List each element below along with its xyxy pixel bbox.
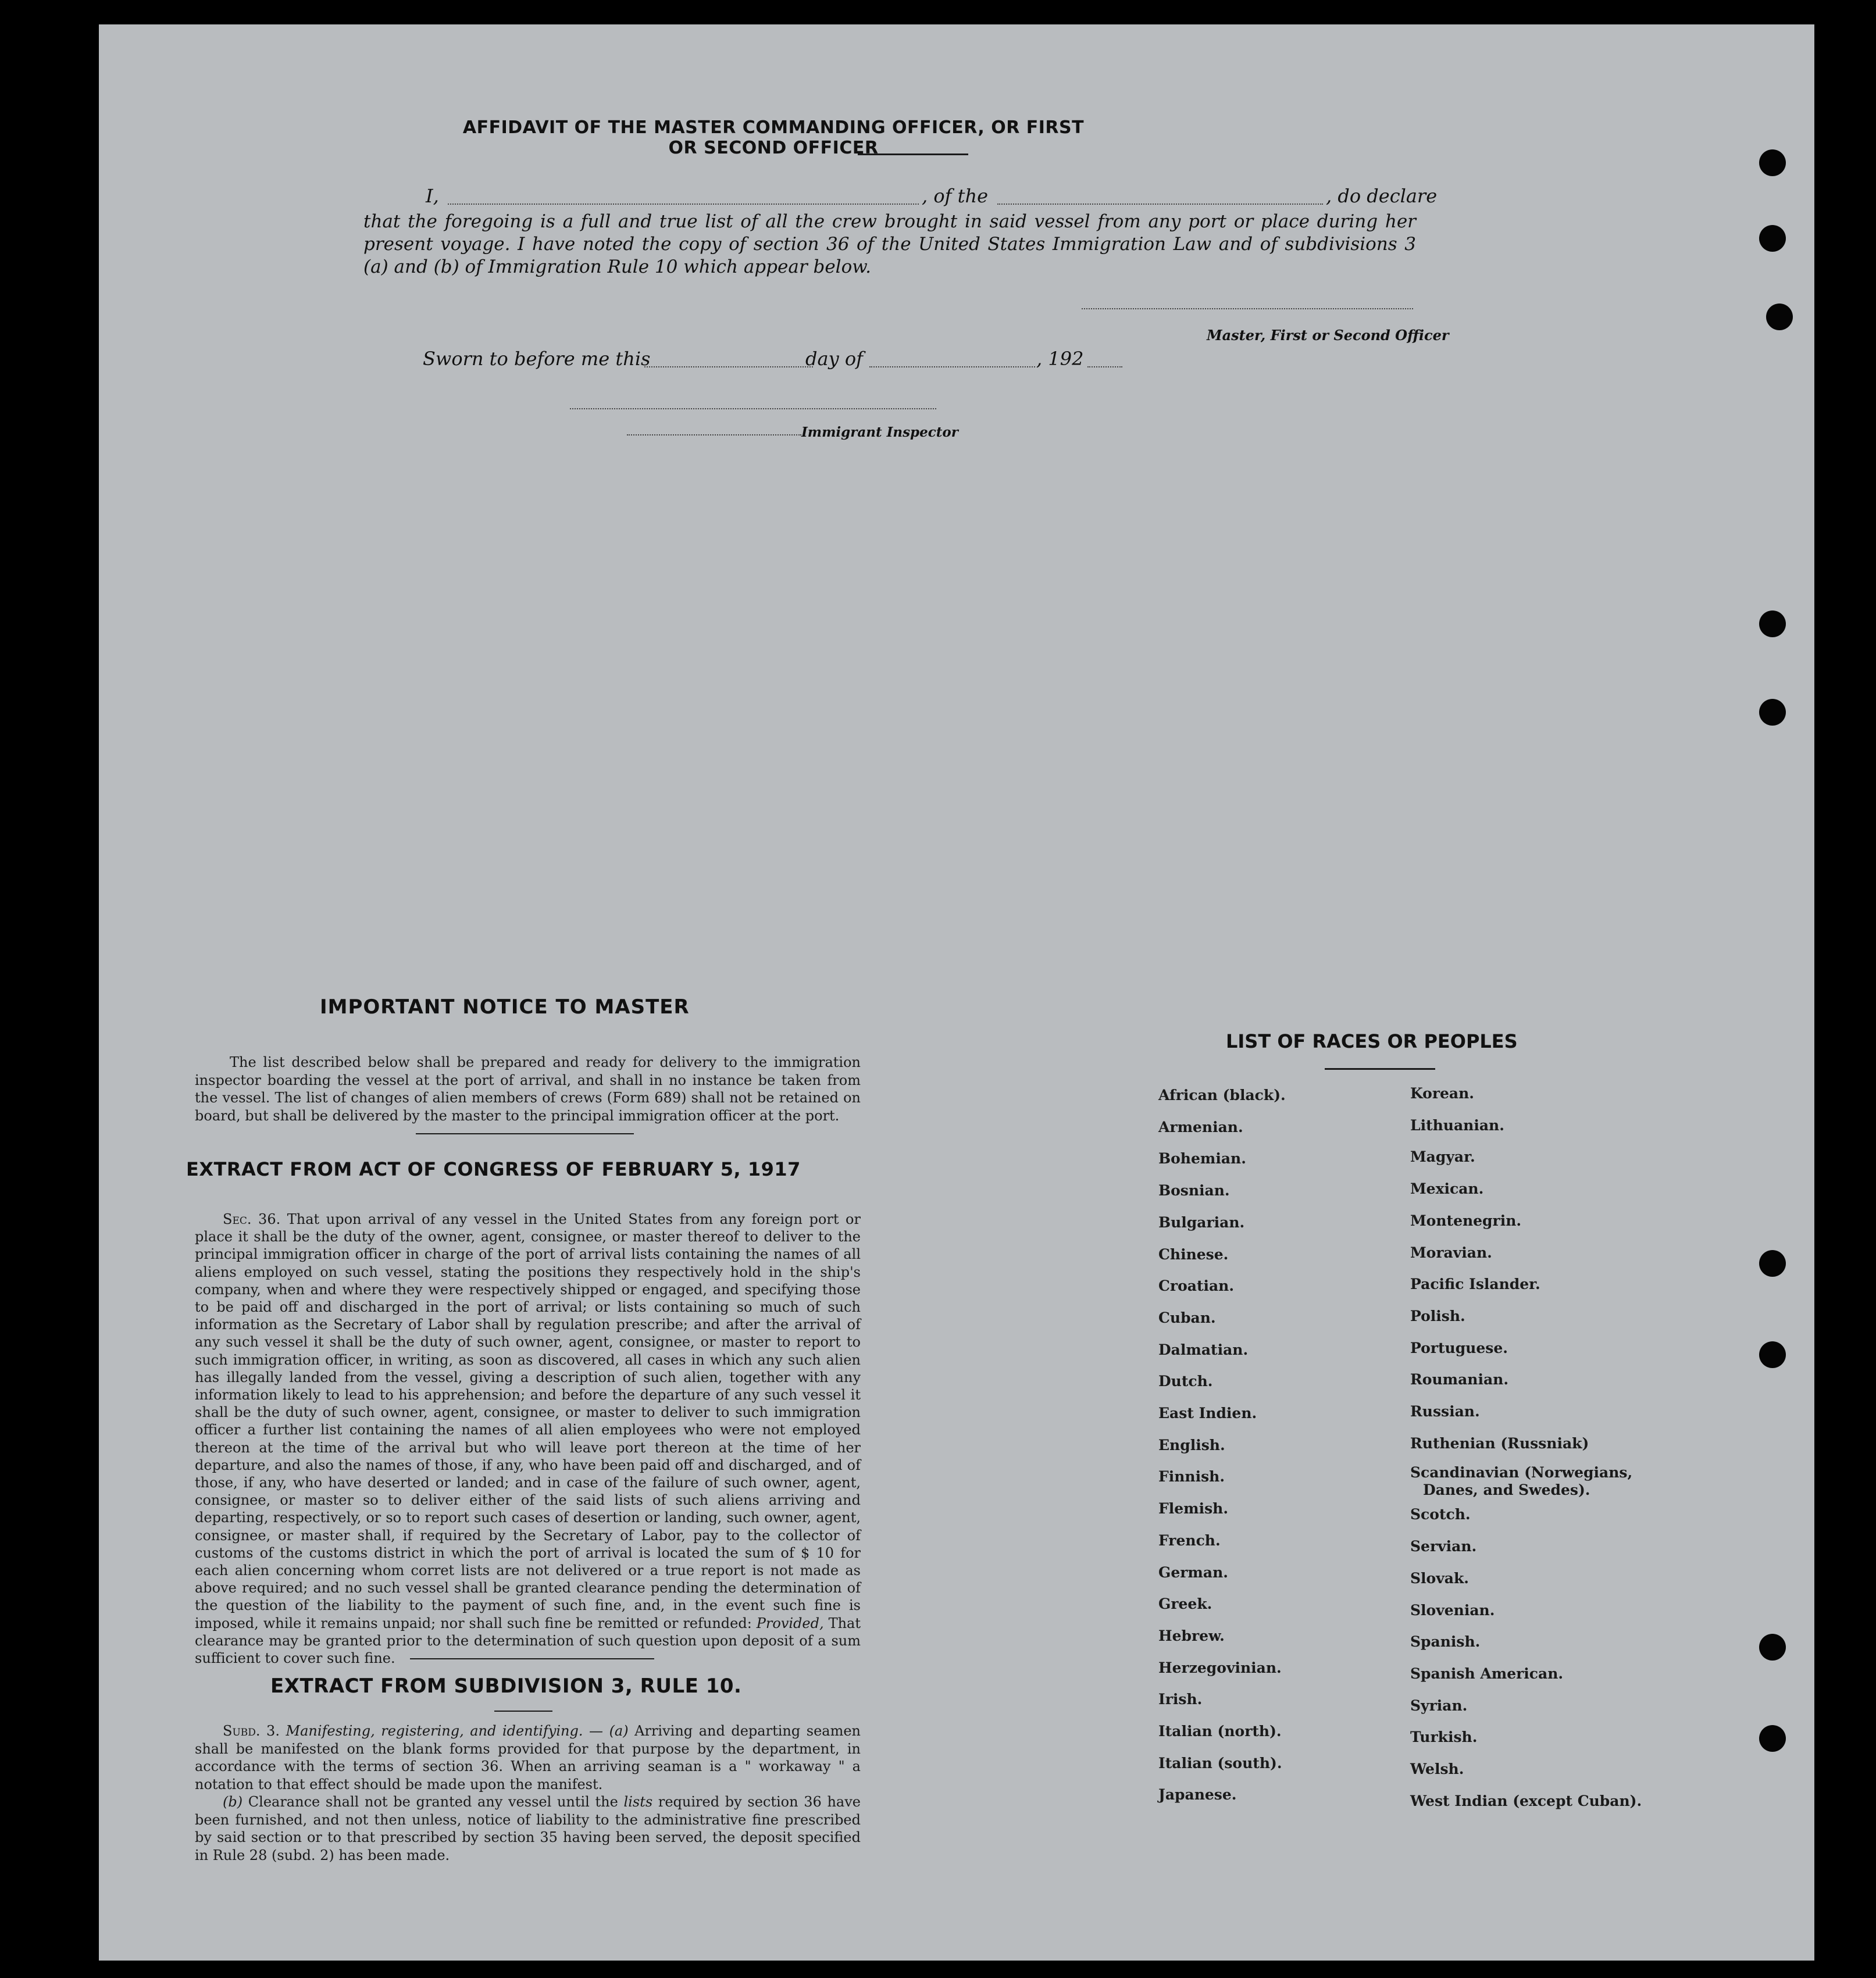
rule-title-underline — [494, 1711, 552, 1712]
race-item: Lithuanian. — [1410, 1116, 1504, 1134]
race-item: Magyar. — [1410, 1148, 1475, 1166]
race-item: Bosnian. — [1158, 1182, 1230, 1199]
race-item: Italian (south). — [1158, 1754, 1282, 1772]
affidavit-body: that the foregoing is a full and true list of all the crew brought in said vessel from any port or place during her present voyage. I have noted the copy of section 36 of the United States Immigration Law and of subdivisions 3 (a) and (b) of Immigration Rule 10 which appear below. — [363, 211, 1416, 277]
race-item: Moravian. — [1410, 1244, 1492, 1261]
race-item: Bohemian. — [1158, 1150, 1246, 1167]
race-item: Pacific Islander. — [1410, 1276, 1540, 1293]
race-item: Russian. — [1410, 1403, 1480, 1420]
race-item: Welsh. — [1410, 1761, 1464, 1778]
race-item: Montenegrin. — [1410, 1212, 1522, 1229]
extract-act-text — [195, 1211, 861, 1667]
name-field-line[interactable] — [448, 203, 919, 205]
race-item: English. — [1158, 1436, 1225, 1454]
race-item: German. — [1158, 1563, 1228, 1581]
punch-hole-icon — [1759, 610, 1786, 637]
race-item: Danes, and Swedes). — [1423, 1481, 1590, 1499]
races-underline — [1325, 1068, 1435, 1070]
race-item: Scotch. — [1410, 1506, 1471, 1523]
subd-heading: Manifesting, registering, and identifying. — (a) — [286, 1723, 629, 1739]
subd-text-b2: required by section 36 have been furnished, and not then unless, notice of liability to the administrative fine prescribed by said section or to that prescribed by section 35 having been served, the deposit specified in Rule 28 (subd. 2) has been made. — [195, 1794, 861, 1863]
affidavit-title: AFFIDAVIT OF THE MASTER COMMANDING OFFICER, OR FIRST OR SECOND OFFICER — [462, 117, 1085, 158]
affidavit-do-declare: , do declare — [1326, 185, 1438, 207]
subd-text-b1: Clearance shall not be granted any vessel until the — [248, 1794, 618, 1810]
section-label: Sec. 36. — [223, 1211, 281, 1227]
punch-hole-icon — [1759, 149, 1786, 176]
race-item: French. — [1158, 1531, 1221, 1549]
act-divider — [410, 1658, 654, 1659]
subd-label: Subd. 3. — [223, 1723, 280, 1739]
race-item: Spanish American. — [1410, 1665, 1564, 1682]
section-36-end: That clearance may be granted prior to the determination of such question upon deposit of a sum sufficient to cover such fine. — [195, 1615, 861, 1667]
master-signature-line[interactable] — [1082, 308, 1413, 309]
inspector-short-line — [627, 434, 801, 435]
race-item: Herzegovinian. — [1158, 1659, 1282, 1676]
provided-word: Provided, — [756, 1615, 824, 1631]
race-item: African (black). — [1158, 1087, 1286, 1104]
race-item: Mexican. — [1410, 1180, 1484, 1198]
race-item: West Indian (except Cuban). — [1410, 1792, 1642, 1809]
race-item: Roumanian. — [1410, 1371, 1509, 1388]
race-item: Bulgarian. — [1158, 1213, 1245, 1231]
race-item: Armenian. — [1158, 1118, 1243, 1136]
notice-title: IMPORTANT NOTICE TO MASTER — [320, 995, 690, 1019]
race-item: East Indien. — [1158, 1405, 1257, 1422]
race-item: Spanish. — [1410, 1633, 1481, 1651]
punch-hole-icon — [1759, 699, 1786, 726]
race-item: Ruthenian (Russniak) — [1410, 1434, 1589, 1452]
race-item: Finnish. — [1158, 1468, 1225, 1486]
punch-hole-icon — [1766, 304, 1793, 330]
affidavit-i: I, — [426, 185, 439, 207]
day-of-text: day of — [805, 348, 863, 370]
notice-divider — [416, 1133, 634, 1134]
lists-word: lists — [623, 1794, 653, 1810]
punch-hole-icon — [1759, 1725, 1786, 1752]
inspector-caption: Immigrant Inspector — [801, 424, 958, 440]
subd-label-b: (b) — [223, 1794, 243, 1810]
extract-act-title: EXTRACT FROM ACT OF CONGRESS OF FEBRUARY 5, 1917 — [186, 1158, 801, 1180]
race-item: Servian. — [1410, 1538, 1477, 1555]
vessel-field-line[interactable] — [997, 203, 1323, 205]
title-underline — [858, 153, 968, 155]
race-item: Turkish. — [1410, 1729, 1478, 1746]
races-left-column — [1158, 1080, 1286, 1811]
race-item: Italian (north). — [1158, 1723, 1282, 1740]
affidavit-of-the: , of the — [922, 185, 989, 207]
punch-hole-icon — [1759, 225, 1786, 252]
race-item: Flemish. — [1158, 1500, 1229, 1518]
race-item: Korean. — [1410, 1085, 1475, 1102]
year-text: , 192 — [1036, 348, 1084, 370]
inspector-signature-line[interactable] — [570, 408, 936, 409]
punch-hole-icon — [1759, 1250, 1786, 1277]
punch-hole-icon — [1759, 1341, 1786, 1368]
extract-rule-text-a — [195, 1722, 861, 1793]
section-36-text: That upon arrival of any vessel in the United States from any foreign port or place it shall be the duty of the owner, agent, consignee, or master thereof to deliver to the principal immigration officer in charge of the port of arrival lists containing the names of all aliens employed on such vessel, stating the positions they respectively hold in the ship's company, when and where they were respectively shipped or engaged, and specifying those to be paid off and discharged in the port of arrival; or lists containing so much of such information as the Secretary of Labor shall by regulation prescribe; and after the arrival of any such vessel it shall be the duty of such owner, agent, consignee, or master to report to such immigration officer, in writing, as soon as discovered, all cases in which any such alien has illegally landed from the vessel, giving a description of such alien, together with any information likely to lead to his apprehension; and before the departure of any such vessel it shall be the duty of such owner, agent, consignee, or master to deliver to such immigration officer a further list containing the names of all alien employees who were not employed thereon at the time of the arrival but who will leave port thereon at the time of her departure, and also the names of those, if any, who have been paid off and discharged, and of those, if any, who have deserted or landed; and in case of the failure of such owner, agent, consignee, or master so to deliver either of the said lists of such aliens arriving and departing, respectively, or so to report such cases of desertion or landing, such owner, agent, consignee, or master shall, if required by the Secretary of Labor, pay to the collector of customs of the customs district in which the port of arrival is located the sum of $ 10 for each alien concerning whom corret lists are not delivered or a true report is not made as above required; and no such vessel shall be granted clearance pending the determination of the question of the liability to the payment of such fine, and, in the event such fine is imposed, while it remains unpaid; nor shall such fine be remitted or refunded: — [195, 1211, 861, 1631]
notice-text: The list described below shall be prepared and ready for delivery to the immigration inspector boarding the vessel at the port of arrival, and shall in no instance be taken from the vessel. The list of changes of alien members of crews (Form 689) shall not be retained on board, but shall be delivered by the master to the principal immigration officer at the port. — [195, 1054, 861, 1124]
race-item: Hebrew. — [1158, 1627, 1225, 1644]
sworn-month-line[interactable] — [869, 366, 1035, 367]
subd-text-a: Arriving and departing seamen shall be manifested on the blank forms provided for that purpose by the department, in accordance with the terms of section 36. When an arriving seaman is a " workaway " a notation to that effect should be made upon the manifest. — [195, 1723, 861, 1793]
races-right-column — [1410, 1078, 1642, 1817]
race-item: Dutch. — [1158, 1373, 1213, 1390]
race-item: Dalmatian. — [1158, 1341, 1249, 1358]
race-item: Greek. — [1158, 1595, 1212, 1613]
punch-hole-icon — [1759, 1634, 1786, 1661]
race-item: Syrian. — [1410, 1697, 1468, 1714]
race-item: Cuban. — [1158, 1309, 1216, 1326]
race-item: Scandinavian (Norwegians, — [1410, 1464, 1633, 1481]
race-item: Slovenian. — [1410, 1601, 1495, 1619]
races-title: LIST OF RACES OR PEOPLES — [1226, 1030, 1518, 1052]
race-item: Slovak. — [1410, 1569, 1469, 1587]
race-item: Japanese. — [1158, 1786, 1237, 1804]
race-item: Polish. — [1410, 1307, 1465, 1324]
sworn-day-line[interactable] — [644, 366, 813, 367]
sworn-text: Sworn to before me this — [423, 348, 651, 370]
race-item: Chinese. — [1158, 1245, 1229, 1263]
document-page — [99, 24, 1814, 1961]
extract-rule-title: EXTRACT FROM SUBDIVISION 3, RULE 10. — [270, 1674, 742, 1698]
master-caption: Master, First or Second Officer — [1207, 327, 1449, 344]
extract-rule-text-b — [195, 1793, 861, 1864]
race-item: Croatian. — [1158, 1277, 1235, 1295]
year-line[interactable] — [1087, 366, 1122, 367]
race-item: Irish. — [1158, 1691, 1203, 1708]
race-item: Portuguese. — [1410, 1339, 1508, 1356]
